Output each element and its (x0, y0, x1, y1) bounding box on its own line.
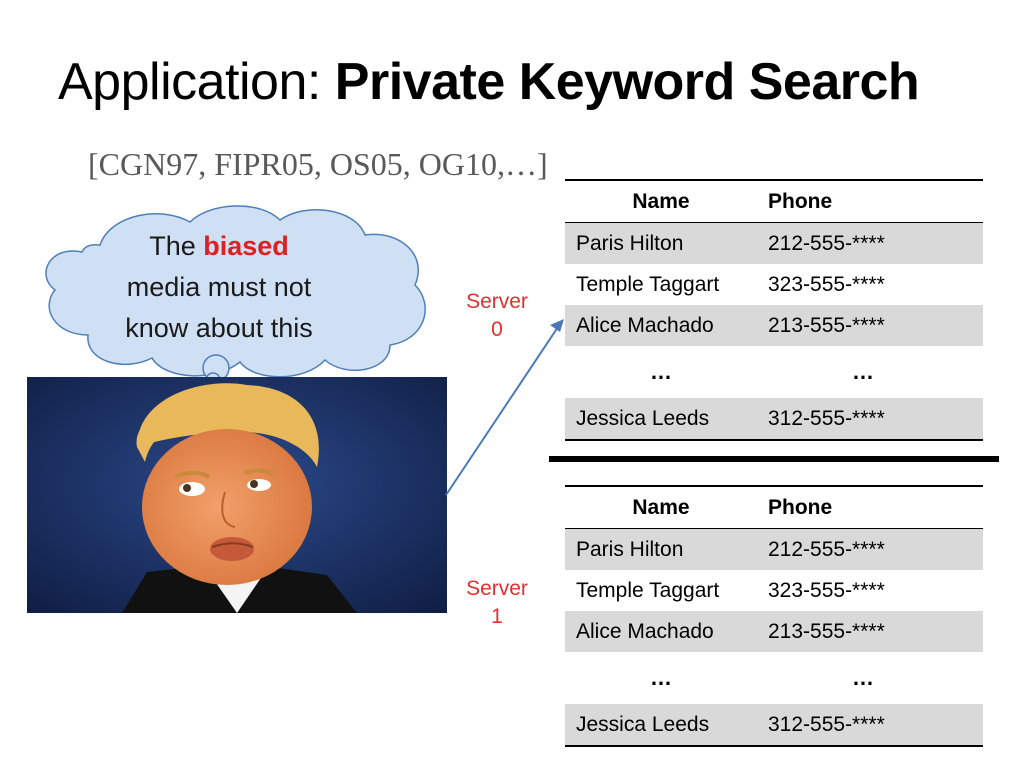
bubble-word-the: The (149, 231, 196, 261)
cell-name: Alice Machado (576, 313, 714, 337)
slide-title (58, 52, 919, 112)
table-ellipsis-row (565, 346, 983, 398)
table-header-row (565, 181, 983, 223)
bubble-line-1 (96, 226, 342, 267)
cell-ellipsis: … (852, 665, 874, 690)
title-prefix: Application: (58, 53, 321, 111)
cell-phone: 312-555-**** (768, 406, 885, 430)
table-row (565, 570, 983, 611)
header-name: Name (632, 495, 690, 519)
cell-name: Jessica Leeds (576, 406, 710, 430)
server-1-label (462, 575, 532, 631)
cell-name: Temple Taggart (576, 272, 720, 296)
cell-phone: 213-555-**** (768, 619, 885, 643)
table-row (565, 223, 983, 264)
cell-phone: 312-555-**** (768, 712, 885, 736)
cell-name: Paris Hilton (576, 537, 684, 561)
server-0-label-word: Server (466, 290, 528, 313)
cell-ellipsis: … (852, 359, 874, 384)
header-name: Name (632, 189, 690, 213)
bubble-line-3: know about this (125, 313, 313, 343)
table-row (565, 305, 983, 346)
cell-name: Jessica Leeds (576, 712, 710, 736)
table-row (565, 398, 983, 439)
table-header-row (565, 487, 983, 529)
bubble-line-2: media must not (126, 272, 312, 302)
table-ellipsis-row (565, 652, 983, 704)
server-1-label-number: 1 (491, 605, 503, 628)
table-row (565, 611, 983, 652)
server-divider (549, 456, 999, 462)
cell-phone: 213-555-**** (768, 313, 885, 337)
cell-phone: 212-555-**** (768, 231, 885, 255)
cell-name: Paris Hilton (576, 231, 684, 255)
server-1-table (565, 485, 983, 747)
table-row (565, 704, 983, 745)
title-main: Private Keyword Search (334, 53, 920, 111)
server-0-label (462, 288, 532, 344)
table-row (565, 529, 983, 570)
server-1-label-word: Server (466, 577, 528, 600)
citations: [CGN97, FIPR05, OS05, OG10,…] (88, 146, 548, 182)
cell-name: Alice Machado (576, 619, 714, 643)
photo-person (27, 377, 447, 613)
header-phone: Phone (768, 189, 833, 213)
server-0-label-number: 0 (491, 318, 503, 341)
cell-phone: 323-555-**** (768, 578, 885, 602)
bubble-text (96, 226, 342, 349)
cell-phone: 212-555-**** (768, 537, 885, 561)
cell-ellipsis: … (650, 665, 672, 690)
cell-ellipsis: … (650, 359, 672, 384)
server-0-table (565, 179, 983, 441)
header-phone: Phone (768, 495, 833, 519)
bubble-word-biased: biased (203, 231, 289, 261)
cell-phone: 323-555-**** (768, 272, 885, 296)
cell-name: Temple Taggart (576, 578, 720, 602)
table-row (565, 264, 983, 305)
